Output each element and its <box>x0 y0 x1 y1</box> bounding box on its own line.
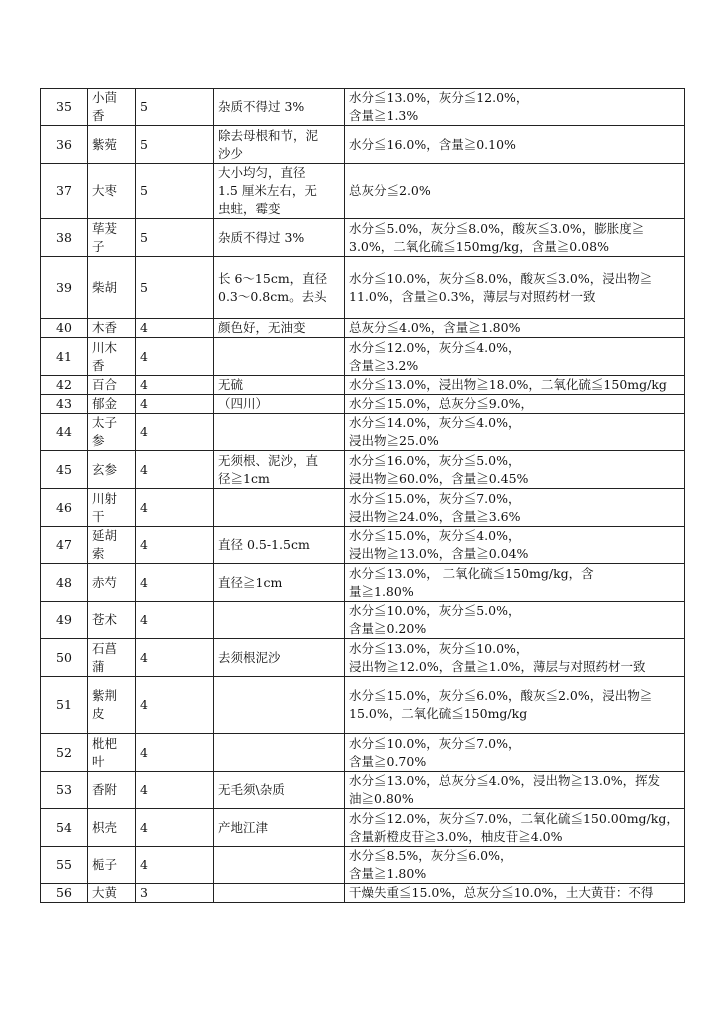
quality-standard-text: 水分≦13.0%，总灰分≦4.0%，浸出物≧13.0%，挥发 油≧0.80% <box>345 772 685 809</box>
row-number: 53 <box>41 772 88 809</box>
herb-spec-table <box>40 88 685 903</box>
requirement-text <box>214 602 345 639</box>
table-row <box>41 602 685 639</box>
herb-name: 石菖 蒲 <box>88 639 136 677</box>
table-row <box>41 164 685 219</box>
grade-value: 4 <box>136 451 214 489</box>
herb-name: 延胡 索 <box>88 527 136 564</box>
grade-value: 3 <box>136 884 214 903</box>
row-number: 52 <box>41 734 88 772</box>
table-row <box>41 884 685 903</box>
grade-value: 4 <box>136 414 214 451</box>
row-number: 54 <box>41 809 88 847</box>
requirement-text <box>214 677 345 734</box>
requirement-text: （四川） <box>214 395 345 414</box>
row-number: 38 <box>41 219 88 257</box>
quality-standard-text: 水分≦16.0%，含量≧0.10% <box>345 126 685 164</box>
row-number: 56 <box>41 884 88 903</box>
row-number: 45 <box>41 451 88 489</box>
herb-name: 紫菀 <box>88 126 136 164</box>
table-row <box>41 639 685 677</box>
requirement-text: 无须根、泥沙，直 径≧1cm <box>214 451 345 489</box>
herb-name: 柴胡 <box>88 257 136 319</box>
requirement-text: 长 6～15cm，直径 0.3～0.8cm。去头 <box>214 257 345 319</box>
quality-standard-text: 总灰分≦2.0% <box>345 164 685 219</box>
quality-standard-text: 水分≦10.0%，灰分≦8.0%，酸灰≦3.0%，浸出物≧ 11.0%，含量≧0.3%，薄层与对照药材一致 <box>345 257 685 319</box>
grade-value: 4 <box>136 734 214 772</box>
row-number: 46 <box>41 489 88 527</box>
table-row <box>41 772 685 809</box>
row-number: 48 <box>41 564 88 602</box>
table-row <box>41 219 685 257</box>
quality-standard-text: 水分≦15.0%，总灰分≦9.0%， <box>345 395 685 414</box>
row-number: 35 <box>41 89 88 126</box>
herb-name: 川木 香 <box>88 338 136 376</box>
table-row <box>41 809 685 847</box>
table-row <box>41 126 685 164</box>
herb-name: 紫荆 皮 <box>88 677 136 734</box>
row-number: 47 <box>41 527 88 564</box>
grade-value: 4 <box>136 395 214 414</box>
quality-standard-text: 水分≦15.0%，灰分≦7.0%， 浸出物≧24.0%，含量≧3.6% <box>345 489 685 527</box>
herb-name: 赤芍 <box>88 564 136 602</box>
table-row <box>41 257 685 319</box>
quality-standard-text: 水分≦16.0%，灰分≦5.0%， 浸出物≧60.0%，含量≧0.45% <box>345 451 685 489</box>
grade-value: 4 <box>136 319 214 338</box>
requirement-text: 大小均匀，直径 1.5 厘米左右，无 虫蛀，霉变 <box>214 164 345 219</box>
grade-value: 4 <box>136 338 214 376</box>
quality-standard-text: 水分≦12.0%，灰分≦7.0%，二氧化硫≦150.00mg/kg， 含量新橙皮苷≧3.0%，柚皮苷≧4.0% <box>345 809 685 847</box>
grade-value: 5 <box>136 89 214 126</box>
quality-standard-text: 水分≦13.0%，灰分≦10.0%， 浸出物≧12.0%，含量≧1.0%，薄层与对照药材一致 <box>345 639 685 677</box>
row-number: 40 <box>41 319 88 338</box>
grade-value: 4 <box>136 639 214 677</box>
grade-value: 4 <box>136 527 214 564</box>
herb-name: 大黄 <box>88 884 136 903</box>
row-number: 55 <box>41 847 88 884</box>
table-row <box>41 338 685 376</box>
herb-name: 栀子 <box>88 847 136 884</box>
requirement-text <box>214 489 345 527</box>
table-row <box>41 319 685 338</box>
herb-name: 枳壳 <box>88 809 136 847</box>
table-row <box>41 677 685 734</box>
row-number: 37 <box>41 164 88 219</box>
row-number: 44 <box>41 414 88 451</box>
grade-value: 5 <box>136 164 214 219</box>
herb-name: 苍术 <box>88 602 136 639</box>
herb-name: 太子 参 <box>88 414 136 451</box>
grade-value: 4 <box>136 602 214 639</box>
row-number: 51 <box>41 677 88 734</box>
row-number: 50 <box>41 639 88 677</box>
table-row <box>41 489 685 527</box>
row-number: 49 <box>41 602 88 639</box>
requirement-text: 无硫 <box>214 376 345 395</box>
quality-standard-text: 水分≦15.0%，灰分≦4.0%， 浸出物≧13.0%，含量≧0.04% <box>345 527 685 564</box>
requirement-text: 产地江津 <box>214 809 345 847</box>
requirement-text <box>214 847 345 884</box>
herb-name: 荜茇 子 <box>88 219 136 257</box>
requirement-text: 无毛须\杂质 <box>214 772 345 809</box>
requirement-text <box>214 884 345 903</box>
row-number: 41 <box>41 338 88 376</box>
table-body <box>41 89 685 903</box>
grade-value: 4 <box>136 847 214 884</box>
grade-value: 5 <box>136 219 214 257</box>
quality-standard-text: 总灰分≦4.0%，含量≧1.80% <box>345 319 685 338</box>
table-row <box>41 564 685 602</box>
requirement-text: 杂质不得过 3% <box>214 219 345 257</box>
row-number: 42 <box>41 376 88 395</box>
table-row <box>41 734 685 772</box>
herb-name: 川射 干 <box>88 489 136 527</box>
grade-value: 4 <box>136 489 214 527</box>
table-row <box>41 89 685 126</box>
quality-standard-text: 水分≦10.0%，灰分≦7.0%， 含量≧0.70% <box>345 734 685 772</box>
quality-standard-text: 水分≦13.0%，浸出物≧18.0%，二氧化硫≦150mg/kg <box>345 376 685 395</box>
grade-value: 5 <box>136 257 214 319</box>
herb-name: 枇杷 叶 <box>88 734 136 772</box>
requirement-text: 杂质不得过 3% <box>214 89 345 126</box>
quality-standard-text: 水分≦13.0%， 二氧化硫≦150mg/kg，含 量≧1.80% <box>345 564 685 602</box>
quality-standard-text: 水分≦14.0%，灰分≦4.0%， 浸出物≧25.0% <box>345 414 685 451</box>
requirement-text <box>214 734 345 772</box>
table-row <box>41 451 685 489</box>
herb-name: 小茴 香 <box>88 89 136 126</box>
grade-value: 4 <box>136 677 214 734</box>
quality-standard-text: 干燥失重≦15.0%，总灰分≦10.0%，土大黄苷：不得 <box>345 884 685 903</box>
requirement-text: 除去母根和节，泥 沙少 <box>214 126 345 164</box>
row-number: 36 <box>41 126 88 164</box>
table-row <box>41 376 685 395</box>
table-row <box>41 414 685 451</box>
table-row <box>41 847 685 884</box>
table-row <box>41 527 685 564</box>
herb-name: 郁金 <box>88 395 136 414</box>
quality-standard-text: 水分≦12.0%，灰分≦4.0%， 含量≧3.2% <box>345 338 685 376</box>
requirement-text <box>214 414 345 451</box>
grade-value: 4 <box>136 564 214 602</box>
herb-name: 大枣 <box>88 164 136 219</box>
requirement-text: 去须根泥沙 <box>214 639 345 677</box>
herb-name: 香附 <box>88 772 136 809</box>
quality-standard-text: 水分≦5.0%，灰分≦8.0%，酸灰≦3.0%，膨胀度≧ 3.0%，二氧化硫≦150mg/kg，含量≧0.08% <box>345 219 685 257</box>
herb-name: 百合 <box>88 376 136 395</box>
quality-standard-text: 水分≦10.0%，灰分≦5.0%， 含量≧0.20% <box>345 602 685 639</box>
requirement-text: 直径 0.5-1.5cm <box>214 527 345 564</box>
requirement-text: 直径≧1cm <box>214 564 345 602</box>
quality-standard-text: 水分≦13.0%，灰分≦12.0%， 含量≧1.3% <box>345 89 685 126</box>
quality-standard-text: 水分≦8.5%，灰分≦6.0%， 含量≧1.80% <box>345 847 685 884</box>
table-row <box>41 395 685 414</box>
row-number: 43 <box>41 395 88 414</box>
grade-value: 4 <box>136 772 214 809</box>
grade-value: 4 <box>136 376 214 395</box>
herb-name: 木香 <box>88 319 136 338</box>
quality-standard-text: 水分≦15.0%，灰分≦6.0%，酸灰≦2.0%，浸出物≧ 15.0%，二氧化硫≦150mg/kg <box>345 677 685 734</box>
grade-value: 5 <box>136 126 214 164</box>
grade-value: 4 <box>136 809 214 847</box>
herb-name: 玄参 <box>88 451 136 489</box>
row-number: 39 <box>41 257 88 319</box>
requirement-text <box>214 338 345 376</box>
requirement-text: 颜色好，无油变 <box>214 319 345 338</box>
